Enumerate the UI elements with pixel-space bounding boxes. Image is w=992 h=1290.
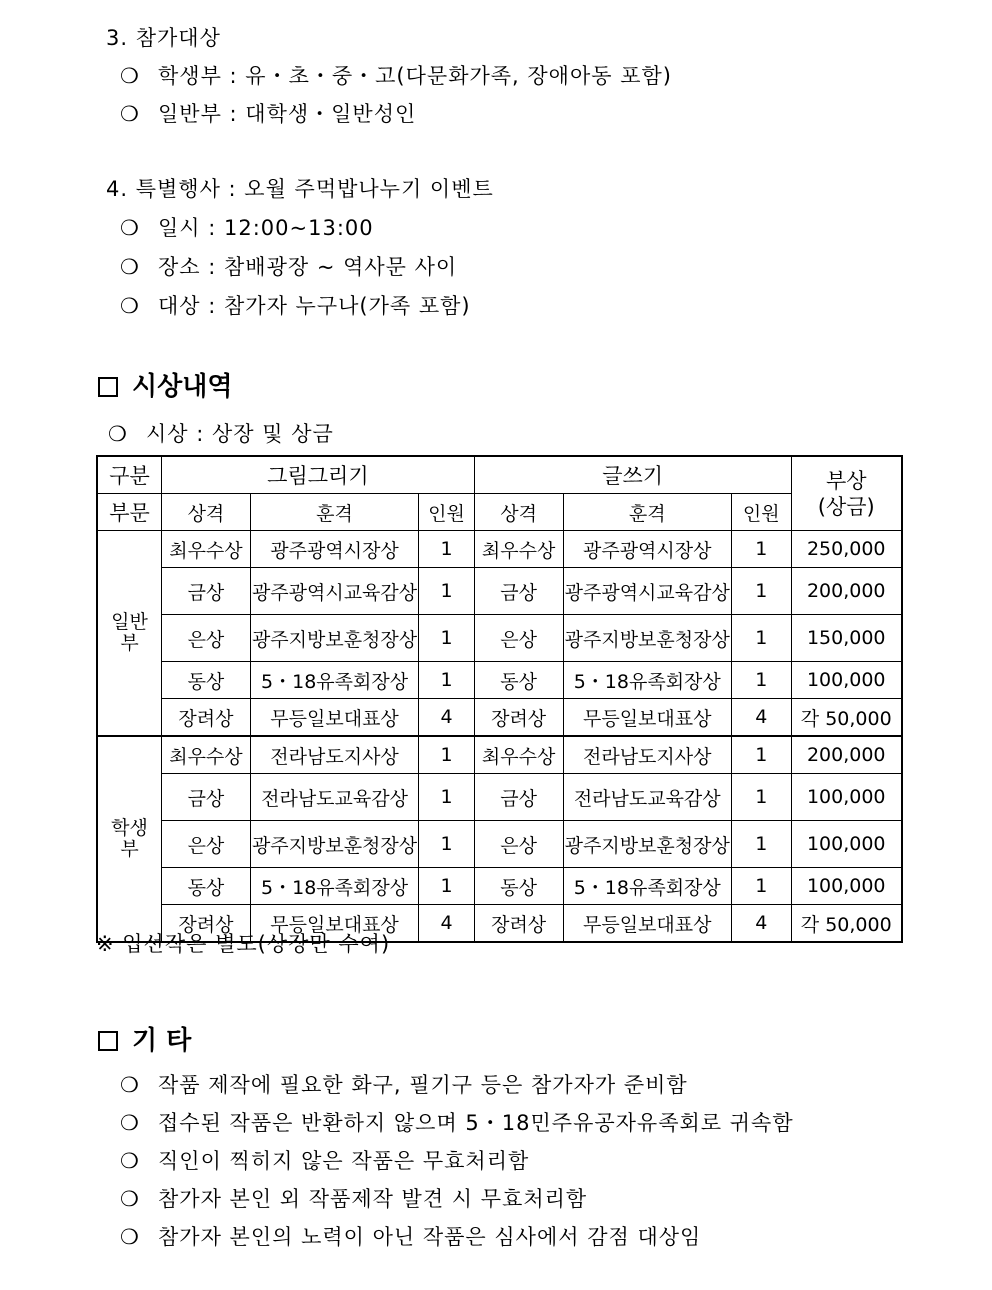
cell-award: 전라남도지사상 <box>250 736 418 774</box>
count-header: 인원 <box>731 494 791 531</box>
cell-count: 1 <box>419 568 474 615</box>
cell-award-writing: 5・18유족회장상 <box>563 662 731 699</box>
rank-header: 상격 <box>162 494 251 531</box>
cell-rank-writing: 장려상 <box>474 699 563 737</box>
cell-count: 1 <box>419 531 474 568</box>
list-item <box>120 251 457 281</box>
cell-rank: 장려상 <box>162 699 251 737</box>
cell-count-writing: 1 <box>731 615 791 662</box>
cell-award: 5・18유족회장상 <box>250 868 418 905</box>
count-header: 인원 <box>419 494 474 531</box>
cell-count: 1 <box>419 736 474 774</box>
circle-bullet-icon: ❍ <box>120 64 140 88</box>
cell-rank: 최우수상 <box>162 531 251 568</box>
circle-bullet-icon: ❍ <box>120 1187 140 1211</box>
cell-prize: 각 50,000 <box>791 905 902 943</box>
cell-award-writing: 무등일보대표상 <box>563 699 731 737</box>
circle-bullet-icon: ❍ <box>108 422 128 446</box>
cell-award-writing: 전라남도지사상 <box>563 736 731 774</box>
cell-rank: 최우수상 <box>162 736 251 774</box>
award-header: 훈격 <box>563 494 731 531</box>
square-box-icon <box>98 377 118 397</box>
cell-count-writing: 1 <box>731 821 791 868</box>
circle-bullet-icon: ❍ <box>120 1149 140 1173</box>
cell-award: 광주지방보훈청장상 <box>250 821 418 868</box>
list-item <box>120 1183 587 1213</box>
cell-prize: 각 50,000 <box>791 699 902 737</box>
cell-rank-writing: 최우수상 <box>474 736 563 774</box>
cell-award-writing: 무등일보대표상 <box>563 905 731 943</box>
list-item <box>120 60 672 90</box>
cell-count-writing: 4 <box>731 905 791 943</box>
list-item-text: 직인이 찍히지 않은 작품은 무효처리함 <box>158 1149 530 1173</box>
cell-prize: 200,000 <box>791 568 902 615</box>
list-item-text: 작품 제작에 필요한 화구, 필기구 등은 참가자가 준비함 <box>158 1073 688 1097</box>
cell-prize: 100,000 <box>791 868 902 905</box>
cell-award-writing: 5・18유족회장상 <box>563 868 731 905</box>
cell-award: 전라남도교육감상 <box>250 774 418 821</box>
cell-award-writing: 광주광역시교육감상 <box>563 568 731 615</box>
cell-award: 광주광역시장상 <box>250 531 418 568</box>
cell-count-writing: 1 <box>731 531 791 568</box>
list-item-text: 일반부 : 대학생・일반성인 <box>158 102 417 126</box>
square-box-icon <box>98 1031 118 1051</box>
table-row <box>97 531 902 568</box>
cell-rank: 금상 <box>162 568 251 615</box>
division-header: 부문 <box>97 494 162 531</box>
circle-bullet-icon: ❍ <box>120 102 140 126</box>
list-item <box>120 1221 701 1251</box>
awards-intro <box>108 418 334 448</box>
cell-rank-writing: 금상 <box>474 568 563 615</box>
cell-count: 4 <box>419 905 474 943</box>
cell-rank-writing: 금상 <box>474 774 563 821</box>
list-item-text: 대상 : 참가자 누구나(가족 포함) <box>158 294 471 318</box>
other-heading <box>98 1020 191 1057</box>
awards-heading-text: 시상내역 <box>132 372 233 402</box>
table-row <box>97 568 902 615</box>
cell-award: 광주지방보훈청장상 <box>250 615 418 662</box>
drawing-header: 그림그리기 <box>162 456 475 494</box>
cell-count-writing: 1 <box>731 774 791 821</box>
cell-count: 1 <box>419 868 474 905</box>
list-item-text: 참가자 본인 외 작품제작 발견 시 무효처리함 <box>158 1187 588 1211</box>
cell-award: 무등일보대표상 <box>250 699 418 737</box>
list-item <box>120 290 471 320</box>
cell-prize: 150,000 <box>791 615 902 662</box>
cell-rank-writing: 동상 <box>474 662 563 699</box>
circle-bullet-icon: ❍ <box>120 1073 140 1097</box>
cell-award: 광주광역시교육감상 <box>250 568 418 615</box>
prize-header <box>791 456 902 531</box>
cell-count: 1 <box>419 774 474 821</box>
cell-rank: 은상 <box>162 615 251 662</box>
cell-rank: 금상 <box>162 774 251 821</box>
circle-bullet-icon: ❍ <box>120 255 140 279</box>
division-label: 일반 부 <box>97 531 162 737</box>
circle-bullet-icon: ❍ <box>120 216 140 240</box>
table-row <box>97 699 902 737</box>
cell-rank-writing: 최우수상 <box>474 531 563 568</box>
rank-header: 상격 <box>474 494 563 531</box>
cell-rank: 동상 <box>162 662 251 699</box>
awards-heading <box>98 366 232 403</box>
cell-prize: 250,000 <box>791 531 902 568</box>
cell-award: 무등일보대표상 <box>250 905 418 943</box>
cell-rank-writing: 은상 <box>474 615 563 662</box>
circle-bullet-icon: ❍ <box>120 294 140 318</box>
list-item-text: 접수된 작품은 반환하지 않으며 5・18민주유공자유족회로 귀속함 <box>158 1111 794 1135</box>
cell-award-writing: 광주지방보훈청장상 <box>563 821 731 868</box>
table-row <box>97 821 902 868</box>
cell-count: 1 <box>419 615 474 662</box>
cell-count: 1 <box>419 821 474 868</box>
other-heading-text: 기 타 <box>132 1026 192 1056</box>
cell-prize: 100,000 <box>791 821 902 868</box>
cell-prize: 100,000 <box>791 774 902 821</box>
list-item <box>120 1107 794 1137</box>
cell-rank-writing: 장려상 <box>474 905 563 943</box>
list-item-text: 학생부 : 유・초・중・고(다문화가족, 장애아동 포함) <box>158 64 672 88</box>
list-item-text: 참가자 본인의 노력이 아닌 작품은 심사에서 감점 대상임 <box>158 1225 702 1249</box>
cell-count: 4 <box>419 699 474 737</box>
cell-count-writing: 4 <box>731 699 791 737</box>
section4-title: 4. 특별행사 : 오월 주먹밥나누기 이벤트 <box>106 177 494 201</box>
list-item <box>120 1069 688 1099</box>
cell-award-writing: 전라남도교육감상 <box>563 774 731 821</box>
awards-note: ※ 입선작은 별도(상장만 수여) <box>96 932 391 956</box>
cell-count-writing: 1 <box>731 662 791 699</box>
section3-title: 3. 참가대상 <box>106 26 221 50</box>
table-row <box>97 662 902 699</box>
table-row <box>97 615 902 662</box>
division-label: 학생 부 <box>97 736 162 942</box>
cell-award: 5・18유족회장상 <box>250 662 418 699</box>
cell-award-writing: 광주광역시장상 <box>563 531 731 568</box>
writing-header: 글쓰기 <box>474 456 791 494</box>
table-subheader-row <box>97 494 902 531</box>
circle-bullet-icon: ❍ <box>120 1111 140 1135</box>
awards-intro-text: 시상 : 상장 및 상금 <box>146 422 334 446</box>
list-item <box>120 1145 529 1175</box>
circle-bullet-icon: ❍ <box>120 1225 140 1249</box>
cell-count: 1 <box>419 662 474 699</box>
cell-count-writing: 1 <box>731 736 791 774</box>
cell-rank: 장려상 <box>162 905 251 943</box>
award-header: 훈격 <box>250 494 418 531</box>
list-item <box>120 212 374 242</box>
prize-header-line2: (상금) <box>817 494 875 519</box>
category-header: 구분 <box>97 456 162 494</box>
cell-rank: 은상 <box>162 821 251 868</box>
table-row <box>97 774 902 821</box>
cell-count-writing: 1 <box>731 568 791 615</box>
table-row <box>97 868 902 905</box>
list-item <box>120 98 416 128</box>
cell-prize: 200,000 <box>791 736 902 774</box>
cell-prize: 100,000 <box>791 662 902 699</box>
table-row <box>97 736 902 774</box>
cell-count-writing: 1 <box>731 868 791 905</box>
cell-rank: 동상 <box>162 868 251 905</box>
cell-rank-writing: 동상 <box>474 868 563 905</box>
table-header-row <box>97 456 902 494</box>
list-item-text: 장소 : 참배광장 ~ 역사문 사이 <box>158 255 458 279</box>
list-item-text: 일시 : 12:00~13:00 <box>158 216 374 240</box>
cell-award-writing: 광주지방보훈청장상 <box>563 615 731 662</box>
cell-rank-writing: 은상 <box>474 821 563 868</box>
awards-table <box>96 455 903 943</box>
prize-header-line1: 부상 <box>825 468 867 493</box>
